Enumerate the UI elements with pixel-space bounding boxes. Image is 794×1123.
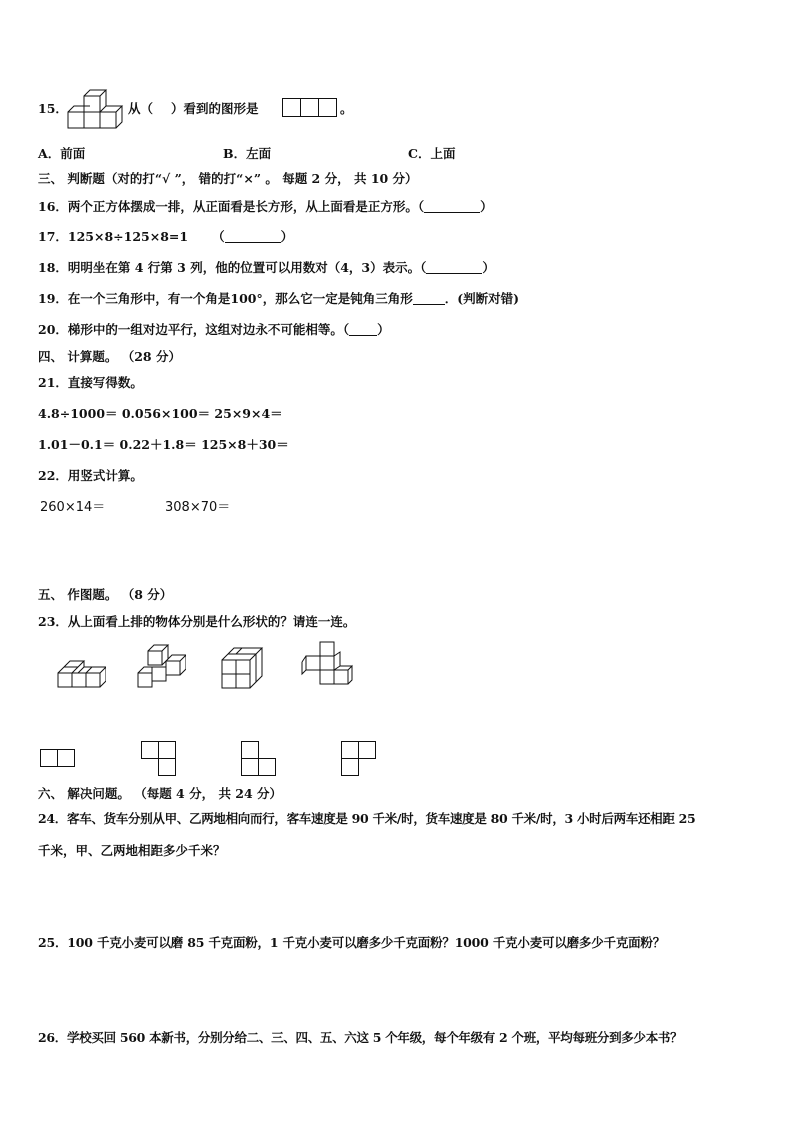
cube-figure-3	[220, 646, 268, 692]
option-b[interactable]: B．左面	[223, 146, 272, 161]
section-6-title: 六、 解决问题。 （每题 4 分， 共 24 分）	[38, 786, 283, 801]
question-15-text: 从（ ）看到的图形是	[128, 101, 259, 116]
question-15	[38, 101, 68, 117]
question-17: 17．125×8÷125×8=1 （ ）	[38, 229, 294, 244]
question-24-line-2: 千米，甲、乙两地相距多少千米？	[38, 843, 226, 858]
option-a[interactable]: A．前面	[38, 146, 86, 161]
option-c[interactable]: C．上面	[408, 146, 456, 161]
question-19: 19．在一个三角形中，有一个角是100°，那么它一定是钝角三角形 ．(判断对错)	[38, 291, 520, 306]
section-5-title: 五、 作图题。 （8 分）	[38, 587, 173, 602]
question-21-title: 21．直接写得数。	[38, 375, 143, 390]
expression-1: 260×14＝	[40, 500, 106, 515]
cube-figure-2	[136, 643, 186, 693]
question-22-title: 22．用竖式计算。	[38, 468, 143, 483]
cube-stack-figure	[66, 88, 128, 130]
cube-figure-4	[300, 640, 354, 694]
answer-blank[interactable]	[413, 292, 445, 305]
top-view-shape-1	[40, 749, 76, 769]
question-20: 20．梯形中的一组对边平行，这组对边永不可能相等。（ ）	[38, 322, 390, 337]
answer-box-figure	[282, 98, 342, 118]
answer-blank[interactable]	[424, 200, 480, 213]
question-18: 18．明明坐在第 4 行第 3 列，他的位置可以用数对（4，3）表示。（ ）	[38, 260, 495, 275]
top-view-shape-3	[241, 741, 277, 777]
answer-blank[interactable]	[349, 323, 377, 336]
section-3-title: 三、 判断题（对的打“√ ”， 错的打“×” 。 每题 2 分， 共 10 分）	[38, 171, 418, 186]
top-view-shape-4	[341, 741, 377, 777]
question-23-title: 23．从上面看上排的物体分别是什么形状的？请连一连。	[38, 614, 356, 629]
question-21-row-2: 1.01－0.1＝ 0.22＋1.8＝ 125×8＋30＝	[38, 437, 289, 452]
cube-figure-1	[56, 655, 106, 691]
question-15-end: 。	[340, 101, 353, 116]
top-view-shape-2	[141, 741, 177, 777]
question-16: 16．两个正方体摆成一排，从正面看是长方形，从上面看是正方形。（ ）	[38, 199, 493, 214]
expression-2: 308×70＝	[165, 500, 231, 515]
question-26: 26．学校买回 560 本新书，分别分给二、三、四、五、六这 5 个年级，每个年级有 2 个班，平均每班分到多少本书？	[38, 1030, 683, 1045]
answer-blank[interactable]	[426, 261, 482, 274]
answer-blank[interactable]	[225, 230, 281, 243]
question-24-line-1: 24．客车、货车分别从甲、乙两地相向而行，客车速度是 90 千米/时，货车速度是 80 千米/时，3 小时后两车还相距 25	[38, 811, 696, 826]
question-number: 15．	[38, 101, 68, 116]
question-21-row-1: 4.8÷1000＝ 0.056×100＝ 25×9×4＝	[38, 406, 283, 421]
question-25: 25．100 千克小麦可以磨 85 千克面粉，1 千克小麦可以磨多少千克面粉？1000 千克小麦可以磨多少千克面粉？	[38, 935, 666, 950]
section-4-title: 四、 计算题。 （28 分）	[38, 349, 181, 364]
